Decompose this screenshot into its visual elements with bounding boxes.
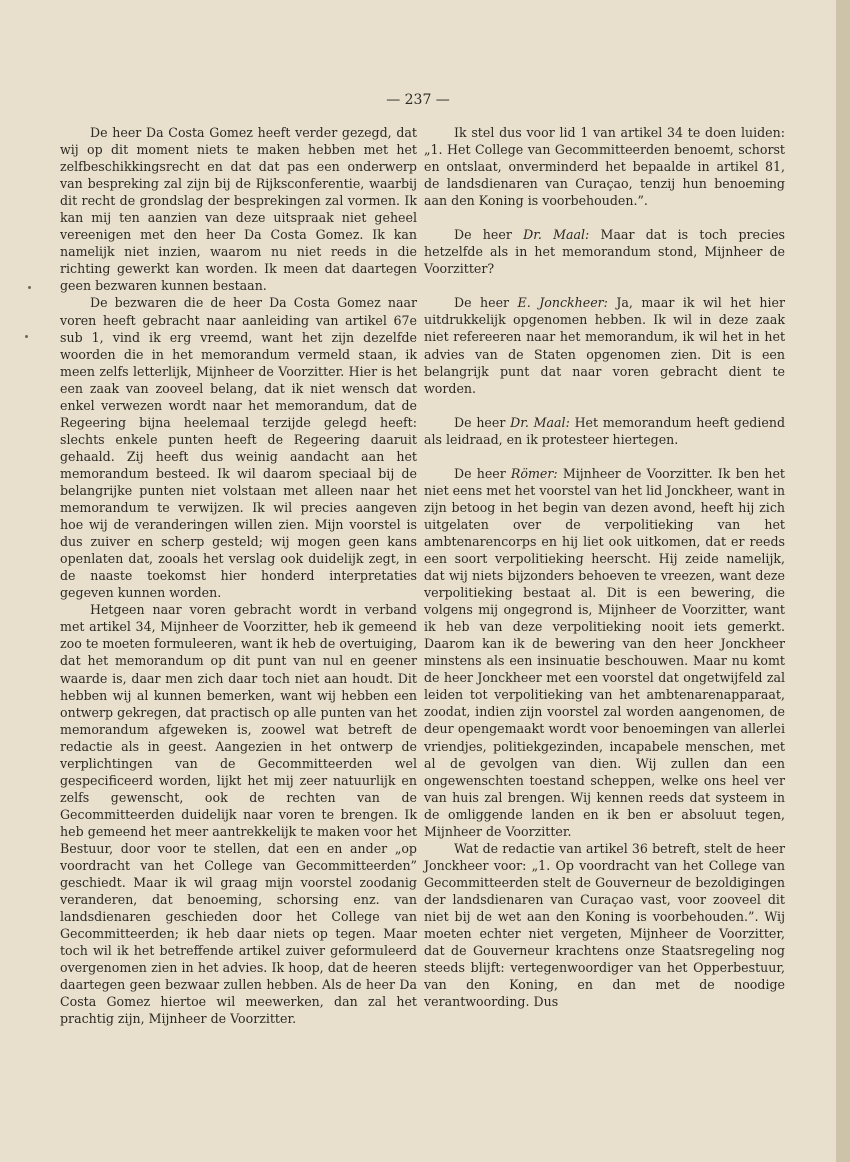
speaker-name: E. Jonckheer:	[517, 295, 608, 311]
speech-romer: De heer Römer: Mijnheer de Voorzitter. Ik ben het niet eens met het voorstel van het lid Jonckheer, want in zijn betoog in het begin van dezen avond, heeft hij zich uitgelaten over de verpolitieking van het ambtenarencorps en hij liet ook uitkomen, dat er reeds een soort verpolitieking heerscht. Hij zeide namelijk, dat wij niets bijzonders behoeven te vreezen, want deze verpolitieking bestaat al. Dit is een bewering, die volgens mij ongegrond is, Mijnheer de Voorzitter, want ik heb van deze verpolitieking nooit iets gemerkt. Daarom kan ik de bewering van den heer Jonckheer minstens als een insinuatie beschouwen. Maar nu komt de heer Jonckheer met een voorstel dat ongetwijfeld zal leiden tot verpolitieking van het ambtenarenapparaat, zoodat, indien zijn voorstel zal worden aangenomen, de deur opengemaakt wordt voor benoemingen van allerlei vriendjes, politiekgezinden, incapabele menschen, met al de gevolgen van dien. Wij zullen dan een ongewenschten toestand scheppen, welke ons heel ver van huis zal brengen. Wij kennen reeds dat systeem in de omliggende landen en ik ben er absoluut tegen, Mijnheer de Voorzitter.	[424, 465, 785, 839]
paragraph: Wat de redactie van artikel 36 betreft, stelt de heer Jonckheer voor: „1. Op voordracht van het College van Gecommitteerden stelt de Gouverneur de bezoldigingen der landsdienaren van Curaçao vast, voor zooveel dit niet bij de wet aan den Koning is voorbehouden.”. Wij moeten echter niet vergeten, Mijnheer de Voorzitter, dat de Gouverneur krachtens onze Staatsregeling nog steeds blijft: vertegenwoordiger van het Opperbestuur, van den Koning, en dan met de noodige verantwoording. Dus	[424, 840, 785, 1010]
speaker-name: Dr. Maal:	[523, 227, 590, 243]
page-number: — 237 —	[386, 92, 450, 108]
speech-dr-maal: De heer Dr. Maal: Maar dat is toch precies hetzelfde als in het memorandum stond, Mijnheer de Voorzitter?	[424, 227, 785, 277]
paragraph: De bezwaren die de heer Da Costa Gomez naar voren heeft gebracht naar aanleiding van artikel 67e sub 1, vind ik erg vreemd, want het zijn dezelfde woorden die in het memorandum vermeld staan, ik meen zelfs letterlijk, Mijnheer de Voorzitter. Hier is het een zaak van zooveel belang, dat ik niet wensch dat enkel verwezen wordt naar het memorandum, dat de Regeering bijna heelemaal terzijde gelegd heeft: slechts enkele punten heeft de Regeering daaruit gehaald. Zij heeft dus weinig aandacht aan het memorandum besteed. Ik wil daarom speciaal bij de belangrijke punten niet volstaan met alleen naar het memorandum te verwijzen. Ik wil precies aangeven hoe wij de veranderingen willen zien. Mijn voorstel is dus zuiver en scherp gesteld; wij mogen geen kans openlaten dat, zooals het verslag ook duidelijk zegt, in de naaste toekomst hier honderd interpretaties gegeven kunnen worden.	[60, 295, 417, 601]
speech-jonckheer: De heer E. Jonckheer: Ja, maar ik wil het hier uitdrukkelijk opgenomen hebben. Ik wil in deze zaak niet refereeren naar het memorandum, ik wil het in het advies van de Staten opgenomen zien. Dit is een belangrijk punt dat naar voren gebracht dient te worden.	[424, 295, 785, 396]
speech-dr-maal: De heer Dr. Maal: Het memorandum heeft gediend als leidraad, en ik protesteer hiertegen.	[424, 414, 786, 447]
paragraph: Ik stel dus voor lid 1 van artikel 34 te doen luiden: „1. Het College van Gecommitteerden benoemt, schorst en ontslaat, onverminderd het bepaalde in artikel 81, de landsdienaren van Curaçao, tenzij hun benoeming aan den Koning is voorbehouden.”.	[424, 125, 785, 209]
left-column	[60, 124, 417, 1027]
right-column	[424, 124, 785, 1010]
paragraph: De heer Da Costa Gomez heeft verder gezegd, dat wij op dit moment niets te maken hebben met het zelfbeschikkingsrecht en dat dat pas een onderwerp van bespreking zal zijn bij de Rijksconferentie, waarbij dit recht de grondslag der besprekingen zal vormen. Ik kan mij ten aanzien van deze uitspraak niet geheel vereenigen met den heer Da Costa Gomez. Ik kan namelijk niet inzien, waarom nu niet reeds in die richting gewerkt kan worden. Ik meen dat daartegen geen bezwaren kunnen bestaan.	[60, 125, 417, 294]
paragraph: Hetgeen naar voren gebracht wordt in verband met artikel 34, Mijnheer de Voorzitter, heb ik gemeend zoo te moeten formuleeren, want ik heb de overtuiging, dat het memorandum op dit punt van nul en geener waarde is, daar men zich daar toch niet aan houdt. Dit hebben wij al kunnen bemerken, want wij hebben een ontwerp gekregen, dat practisch op alle punten van het memorandum afgeweken is, zoowel wat betreft de redactie als in geest. Aangezien in het ontwerp de verplichtingen van de Gecommitteerden wel gespecificeerd worden, lijkt het mij zeer natuurlijk en zelfs gewenscht, ook de rechten van de Gecommitteerden duidelijk naar voren te brengen. Ik heb gemeend het meer aantrekkelijk te maken voor het Bestuur, door voor te stellen, dat een en ander „op voordracht van het College van Gecommitteerden” geschiedt. Maar ik wil graag mijn voorstel zoodanig veranderen, dat benoeming, schorsing enz. van landsdienaren geschieden door het College van Gecommitteerden; ik heb daar niets op tegen. Maar toch wil ik het betreffende artikel zuiver geformuleerd overgenomen zien in het advies. Ik hoop, dat de heeren daartegen geen bezwaar zullen hebben. Als de heer Da Costa Gomez hiertoe wil meewerken, dan zal het prachtig zijn, Mijnheer de Voorzitter.	[60, 602, 417, 1027]
speaker-name: Dr. Maal:	[510, 414, 570, 430]
margin-mark	[28, 286, 31, 289]
speaker-name: Römer:	[510, 465, 558, 481]
margin-mark	[25, 335, 28, 338]
